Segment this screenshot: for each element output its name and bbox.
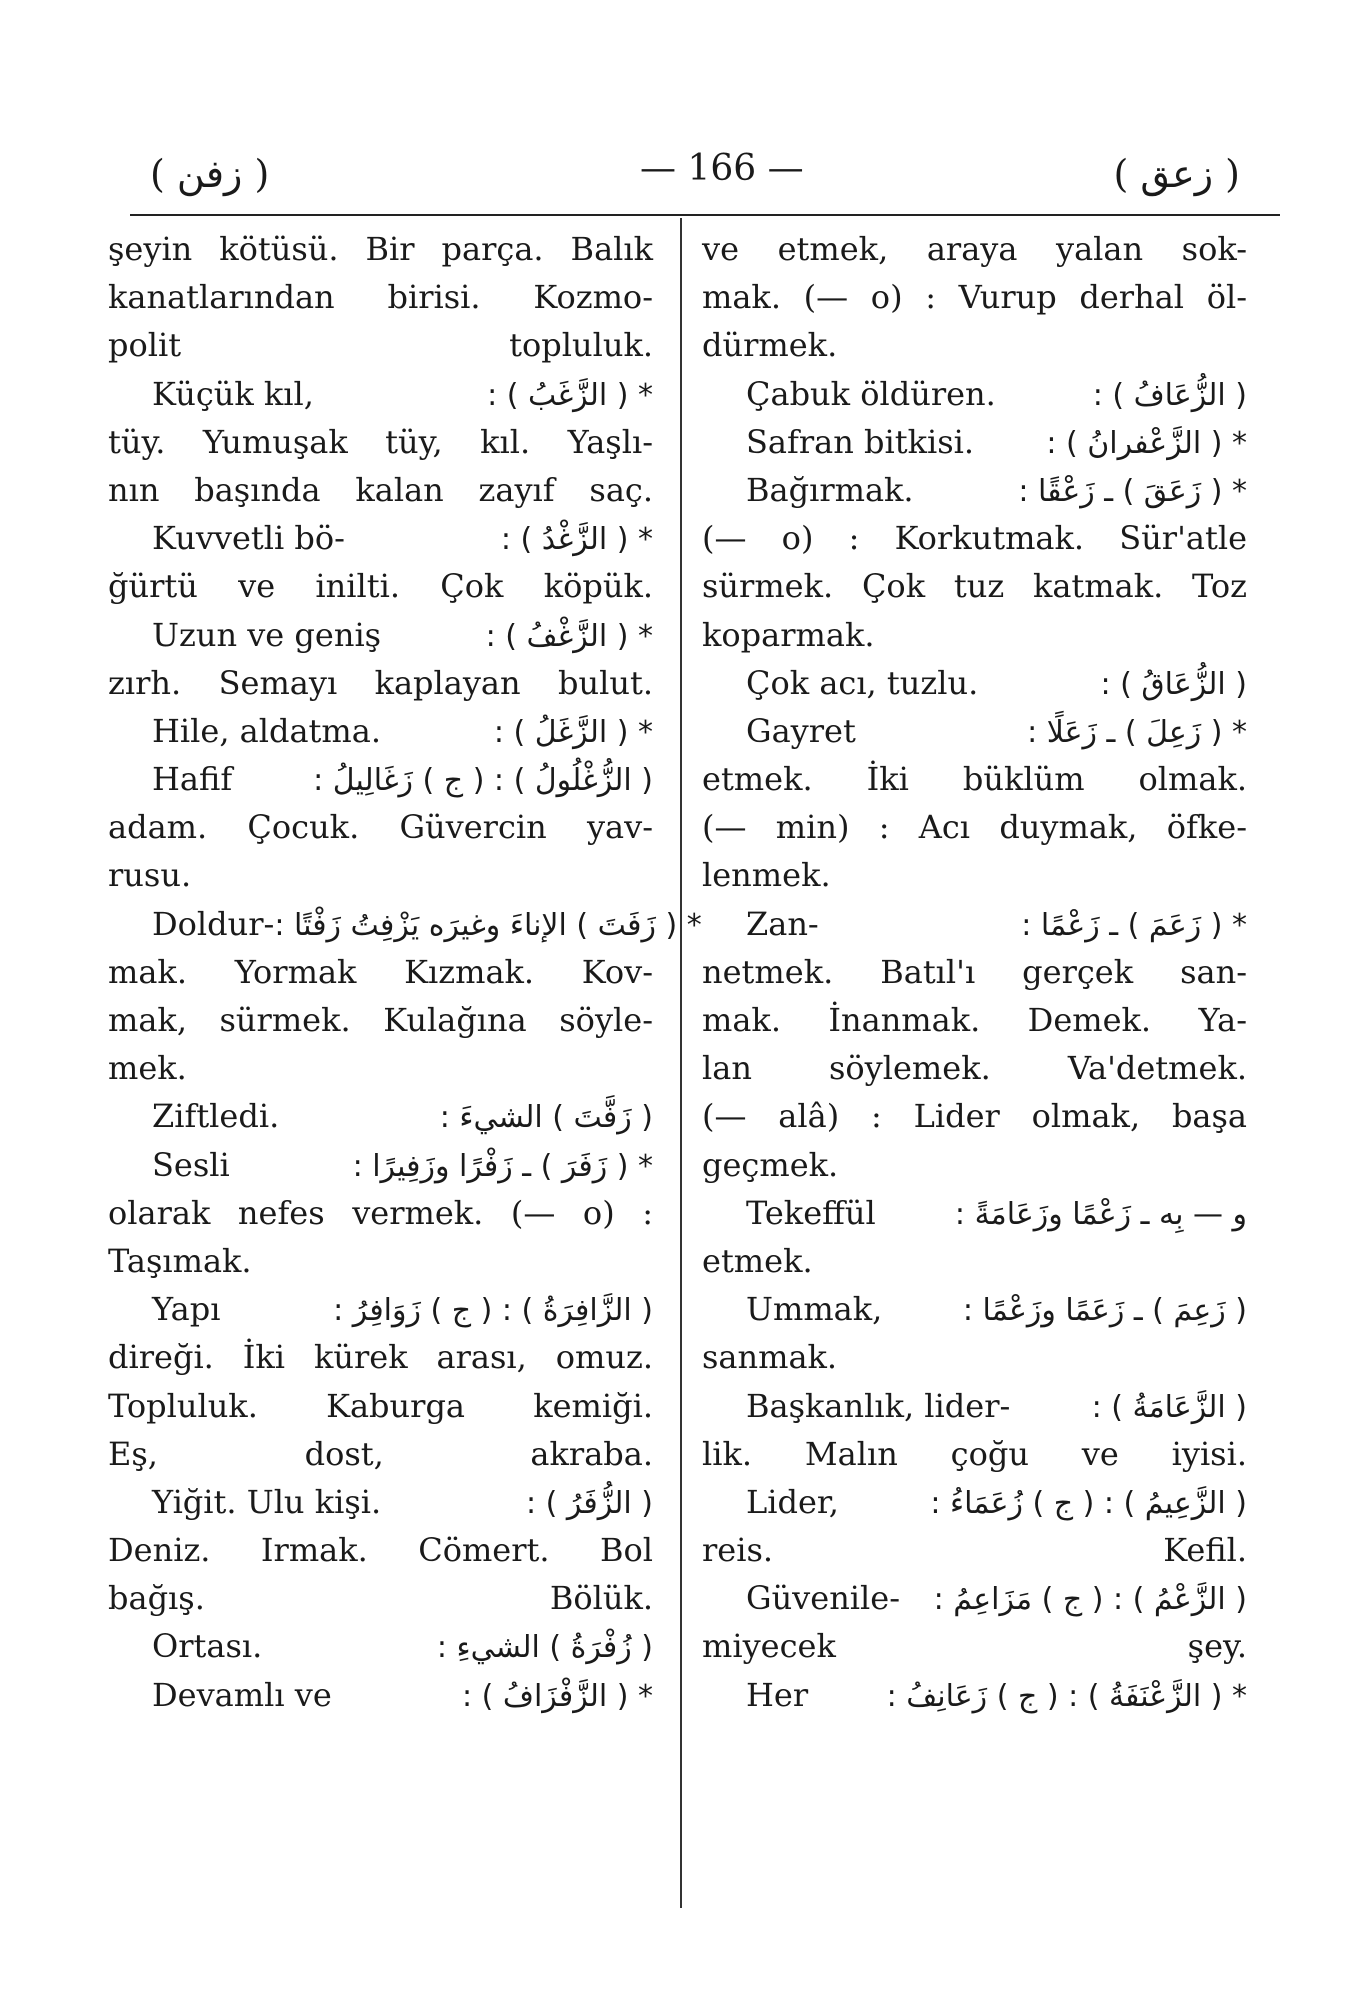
entry-text: Deniz. Irmak. Cömert. Bol — [108, 1531, 653, 1570]
arabic-headword: * ( الزَّعْفرانُ ) : — [1046, 425, 1247, 461]
entry-text: etmek. İki büklüm olmak. — [702, 760, 1247, 799]
page-number: — 166 — — [640, 148, 804, 189]
entry-text: lik. Malın çoğu ve iyisi. — [702, 1434, 1247, 1473]
entry-line — [108, 755, 653, 803]
entry-text: zırh. Semayı kaplayan bulut. — [108, 663, 653, 702]
entry-line — [702, 1092, 1247, 1140]
entry-text: Doldur- — [152, 904, 275, 943]
entry-line — [702, 321, 1247, 369]
entry-line — [702, 225, 1247, 273]
entry-line — [108, 1622, 653, 1670]
entry-text: olarak nefes vermek. (— o) : — [108, 1193, 653, 1232]
entry-line — [108, 1237, 653, 1285]
entry-line — [702, 1285, 1247, 1333]
entry-line — [108, 273, 653, 321]
entry-line — [108, 900, 702, 948]
entry-text: dürmek. — [702, 326, 838, 365]
entry-line — [108, 321, 653, 369]
entry-line — [702, 1333, 1247, 1381]
entry-line — [702, 466, 1247, 514]
entry-text: (— o) : Korkutmak. Sür'atle — [702, 519, 1247, 558]
right-column — [702, 225, 1247, 1719]
arabic-headword: * ( زَعَقَ ) ـ زَعْقًا : — [1018, 473, 1247, 509]
entry-line — [702, 1189, 1247, 1237]
entry-text: Ummak, — [746, 1290, 883, 1329]
entry-text: mak. İnanmak. Demek. Ya- — [702, 1001, 1247, 1039]
entry-line — [108, 707, 653, 755]
entry-text: lenmek. — [702, 856, 831, 895]
entry-text: mek. — [108, 1049, 187, 1088]
entry-text: kanatlarından birisi. Kozmo- — [108, 278, 653, 317]
entry-line — [108, 514, 653, 562]
entry-text: (— alâ) : Lider olmak, başa — [702, 1097, 1247, 1136]
arabic-headword: * ( الزَّغَبُ ) : — [487, 377, 653, 413]
entry-line — [702, 1671, 1247, 1719]
entry-text: Tekeffül — [746, 1193, 876, 1232]
arabic-headword: ( زَفَّتَ ) الشيءَ : — [439, 1100, 653, 1136]
entry-line — [108, 1189, 653, 1237]
entry-text: Ziftledi. — [152, 1097, 280, 1136]
entry-line — [108, 1526, 653, 1574]
entry-text: tüy. Yumuşak tüy, kıl. Yaşlı- — [108, 422, 653, 461]
arabic-headword: * ( زَعِلَ ) ـ زَعَلًا : — [1027, 714, 1247, 750]
entry-line — [702, 803, 1247, 851]
entry-text: nın başında kalan zayıf saç. — [108, 470, 653, 509]
entry-text: sanmak. — [702, 1338, 838, 1377]
arabic-headword: * ( الزَّغْفُ ) : — [485, 618, 653, 654]
entry-text: rusu. — [108, 856, 192, 895]
entry-line — [108, 1671, 653, 1719]
entry-line — [702, 996, 1247, 1044]
entry-text: Küçük kıl, — [152, 374, 314, 413]
arabic-headword: ( الزَّافِرَةُ ) : ( ج ) زَوَافِرُ : — [333, 1293, 653, 1329]
entry-line — [702, 900, 1247, 948]
entry-line — [108, 659, 653, 707]
entry-line — [108, 466, 653, 514]
entry-line — [702, 1237, 1247, 1285]
header-right-root: ( زعق ) — [1113, 152, 1240, 196]
entry-line — [702, 273, 1247, 321]
header-left-root: ( زفن ) — [150, 152, 270, 196]
entry-line — [108, 1333, 653, 1381]
arabic-headword: ( زَعِمَ ) ـ زَعَمًا وزَعْمًا : — [962, 1293, 1247, 1329]
entry-text: Hafif — [152, 760, 233, 799]
entry-line — [702, 418, 1247, 466]
column-divider — [680, 218, 682, 1908]
entry-text: lan söylemek. Va'detmek. — [702, 1049, 1247, 1088]
entry-line — [108, 370, 653, 418]
entry-text: direği. İki kürek arası, omuz. — [108, 1338, 653, 1377]
entry-text: Zan- — [746, 904, 819, 943]
entry-text: polit topluluk. — [108, 326, 653, 365]
entry-line — [702, 1622, 1247, 1670]
entry-text: Her — [746, 1675, 809, 1714]
entry-text: Çok acı, tuzlu. — [746, 663, 979, 702]
arabic-headword: ( الزُّعَاقُ ) : — [1100, 666, 1247, 702]
entry-text: Safran bitkisi. — [746, 422, 975, 461]
entry-text: Uzun ve geniş — [152, 615, 382, 654]
entry-text: mak. Yormak Kızmak. Kov- — [108, 952, 653, 991]
entry-line — [702, 1526, 1247, 1574]
arabic-headword: * ( الزَّغْدُ ) : — [500, 522, 653, 558]
entry-text: netmek. Batıl'ı gerçek san- — [702, 952, 1247, 991]
entry-line — [702, 1478, 1247, 1526]
entry-text: Ortası. — [152, 1627, 263, 1666]
entry-text: Sesli — [152, 1145, 230, 1184]
entry-text: koparmak. — [702, 615, 875, 654]
entry-line — [108, 562, 653, 610]
entry-line — [702, 659, 1247, 707]
entry-line — [702, 755, 1247, 803]
entry-line — [108, 1574, 653, 1622]
entry-line — [702, 851, 1247, 899]
arabic-headword: ( الزَّعَامَةُ ) : — [1091, 1389, 1247, 1425]
entry-line — [108, 1382, 653, 1430]
header-rule — [130, 214, 1280, 216]
arabic-headword: * ( زَفَتَ ) الإناءَ وغيرَه يَزْفِتُ زَفْتًا : — [274, 907, 702, 943]
entry-text: geçmek. — [702, 1145, 839, 1184]
entry-line — [108, 611, 653, 659]
entry-text: Yapı — [152, 1290, 221, 1329]
entry-text: Devamlı ve — [152, 1675, 332, 1714]
entry-line — [108, 996, 653, 1044]
arabic-headword: * ( زَفَرَ ) ـ زَفْرًا وزَفِيرًا : — [352, 1148, 653, 1184]
arabic-headword: * ( الزَّفْزَافُ ) : — [461, 1678, 653, 1714]
entry-text: bağış. Bölük. — [108, 1579, 653, 1618]
entry-line — [702, 562, 1247, 610]
entry-text: Lider, — [746, 1482, 839, 1521]
arabic-headword: و — بِه ـ زَعْمًا وزَعَامَةً : — [954, 1196, 1247, 1232]
entry-line — [702, 707, 1247, 755]
arabic-headword: ( الزَّعِيمُ ) : ( ج ) زُعَمَاءُ : — [930, 1485, 1247, 1521]
entry-line — [702, 1430, 1247, 1478]
entry-line — [108, 803, 653, 851]
entry-line — [108, 1430, 653, 1478]
entry-line — [108, 948, 653, 996]
entry-text: mak, sürmek. Kulağına söyle- — [108, 1001, 653, 1039]
arabic-headword: ( زُفْرَةُ ) الشيءِ : — [436, 1630, 653, 1666]
arabic-headword: ( الزَّعْمُ ) : ( ج ) مَزَاعِمُ : — [933, 1582, 1247, 1618]
entry-line — [702, 370, 1247, 418]
entry-text: Topluluk. Kaburga kemiği. — [108, 1386, 653, 1425]
entry-line — [108, 1092, 653, 1140]
entry-line — [702, 611, 1247, 659]
arabic-headword: * ( الزَّعْنَفَةُ ) : ( ج ) زَعَانِفُ : — [886, 1678, 1247, 1714]
entry-line — [108, 1141, 653, 1189]
entry-line — [702, 514, 1247, 562]
arabic-headword: ( الزُّغْلُولُ ) : ( ج ) زَغَالِيلُ : — [313, 763, 653, 799]
entry-text: (— min) : Acı duymak, öfke- — [702, 808, 1247, 847]
page-header — [130, 148, 1280, 204]
arabic-headword: ( الزُّفَرُ ) : — [525, 1485, 653, 1521]
entry-line — [702, 1141, 1247, 1189]
entry-line — [702, 1574, 1247, 1622]
arabic-headword: * ( الزَّغَلُ ) : — [493, 714, 653, 750]
entry-text: Bağırmak. — [746, 470, 914, 509]
arabic-headword: * ( زَعَمَ ) ـ زَعْمًا : — [1021, 907, 1247, 943]
entry-line — [108, 225, 653, 273]
entry-text: sürmek. Çok tuz katmak. Toz — [702, 567, 1247, 606]
entry-text: Hile, aldatma. — [152, 711, 381, 750]
entry-text: Kuvvetli bö- — [152, 519, 345, 558]
entry-line — [702, 948, 1247, 996]
entry-line — [108, 1285, 653, 1333]
left-column — [108, 225, 702, 1719]
entry-text: ve etmek, araya yalan sok- — [702, 230, 1247, 268]
entry-text: şeyin kötüsü. Bir parça. Balık — [108, 230, 653, 268]
entry-line — [108, 418, 653, 466]
entry-text: etmek. — [702, 1241, 813, 1280]
entry-line — [108, 1478, 653, 1526]
entry-text: Gayret — [746, 711, 856, 750]
entry-text: Taşımak. — [108, 1241, 252, 1280]
entry-text: Başkanlık, lider- — [746, 1386, 1011, 1425]
entry-line — [702, 1044, 1247, 1092]
entry-text: Eş, dost, akraba. — [108, 1434, 653, 1473]
entry-line — [108, 851, 653, 899]
arabic-headword: ( الزُّعَافُ ) : — [1092, 377, 1247, 413]
entry-text: adam. Çocuk. Güvercin yav- — [108, 808, 653, 847]
entry-text: ğürtü ve inilti. Çok köpük. — [108, 567, 653, 606]
entry-text: Güvenile- — [746, 1579, 901, 1618]
entry-line — [702, 1382, 1247, 1430]
entry-line — [108, 1044, 653, 1092]
entry-text: Yiğit. Ulu kişi. — [152, 1482, 382, 1521]
entry-text: miyecek şey. — [702, 1627, 1247, 1666]
entry-text: Çabuk öldüren. — [746, 374, 996, 413]
entry-text: mak. (— o) : Vurup derhal öl- — [702, 278, 1247, 317]
entry-text: reis. Kefil. — [702, 1531, 1247, 1570]
